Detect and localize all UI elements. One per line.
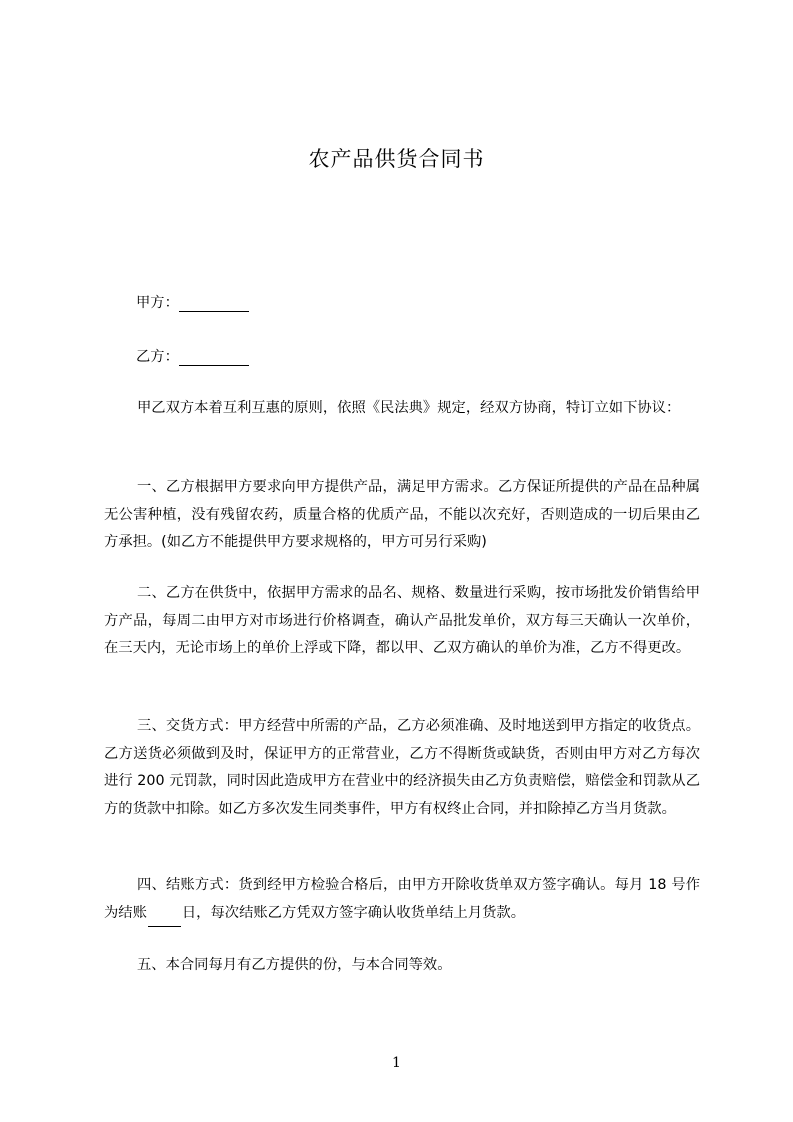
party-b-label: 乙方： [136,349,179,365]
party-a-blank [179,296,249,312]
intro-paragraph: 甲乙双方本着互利互惠的原则，依照《民法典》规定，经双方协商，特订立如下协议： [137,400,681,416]
clause-4-text-after-blank: 日，每次结账乙方凭双方签字确认收货单结上月货款。 [181,904,526,921]
party-b-line [136,346,249,366]
document-title: 农产品供货合同书 [308,147,485,171]
clause-4-text-before-blank: 四、结账方式：货到经甲方检验合格后，由甲方开除收货单双方签字确认。每月 18 号作为结账 [104,877,700,921]
clause-3-paragraph: 三、交货方式：甲方经营中所需的产品，乙方必须准确、及时地送到甲方指定的收货点。乙方送货必须做到及时，保证甲方的正常营业，乙方不得断货或缺货，否则由甲方对乙方每次进行 200 元罚款，同时因此造成甲方在营业中的经济损失由乙方负责赔偿，赔偿金和罚款从乙方的货款中扣除。如乙方多次发生同类事件，甲方有权终止合同，并扣除掉乙方当月货款。 [104,718,700,817]
party-b-blank [179,350,249,366]
party-a-label: 甲方： [136,295,179,311]
party-a-line [136,292,249,312]
clause-5-paragraph: 五、本合同每月有乙方提供的份，与本合同等效。 [137,957,452,973]
clause-1-paragraph: 一、乙方根据甲方要求向甲方提供产品，满足甲方需求。乙方保证所提供的产品在品种属无公害种植，没有残留农药，质量合格的优质产品，不能以次充好，否则造成的一切后果由乙方承担。(如乙方不能提供甲方要求规格的，甲方可另行采购) [104,479,700,551]
clause-4-paragraph [104,872,700,927]
page-number: 1 [392,1055,401,1071]
settlement-day-blank [148,912,181,927]
clause-2-paragraph: 二、乙方在供货中，依据甲方需求的品名、规格、数量进行采购，按市场批发价销售给甲方产品，每周二由甲方对市场进行价格调查，确认产品批发单价，双方每三天确认一次单价，在三天内，无论市场上的单价上浮或下降，都以甲、乙双方确认的单价为准，乙方不得更改。 [104,585,700,657]
